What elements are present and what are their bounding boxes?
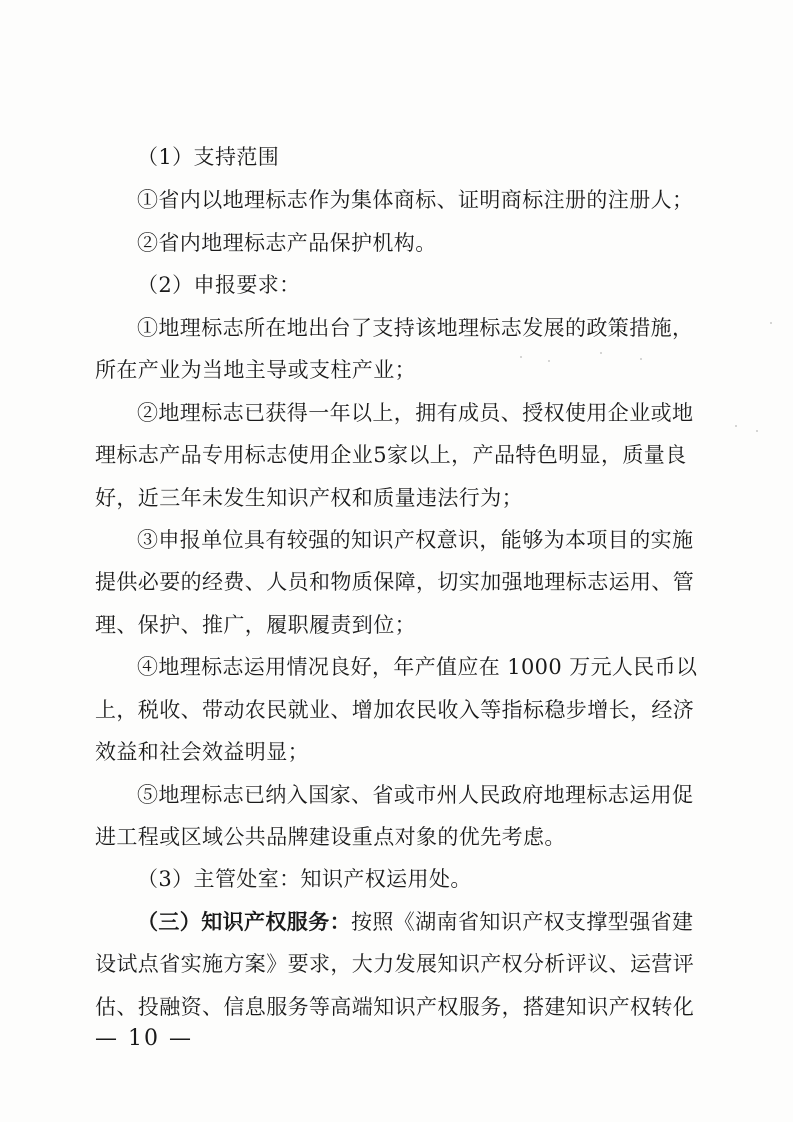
paragraph-line: ③申报单位具有较强的知识产权意识，能够为本项目的实施: [137, 528, 694, 552]
application-requirements-heading: （2）申报要求：: [137, 273, 301, 297]
scan-speck: [600, 352, 602, 354]
paragraph-line: 提供必要的经费、人员和物质保障，切实加强地理标志运用、管: [95, 570, 695, 594]
paragraph-line: ④地理标志运用情况良好，年产值应在 1000 万元人民币以: [137, 655, 698, 679]
page-number: — 10 —: [95, 1026, 193, 1051]
paragraph-line: ①省内以地理标志作为集体商标、证明商标注册的注册人；: [137, 188, 694, 212]
paragraph-text: ①地理标志所在地出台了支持该地理标志发展的政策措施，: [137, 316, 694, 340]
paragraph-line: 上，税收、带动农民就业、增加农民收入等指标稳步增长，经济: [95, 698, 695, 722]
paragraph-line: 设试点省实施方案》要求，大力发展知识产权分析评议、运营评: [95, 952, 695, 976]
section-three-text: 按照《湖南省知识产权支撑型强省建: [351, 910, 694, 934]
paragraph-line: 理标志产品专用标志使用企业5家以上，产品特色明显，质量良: [95, 443, 687, 467]
scan-speck: [548, 360, 550, 362]
paragraph-line: 所在产业为当地主导或支柱产业；: [95, 358, 416, 382]
paragraph-line: ②地理标志已获得一年以上，拥有成员、授权使用企业或地: [137, 401, 694, 425]
paragraph-line: 好，近三年未发生知识产权和质量违法行为；: [95, 486, 523, 510]
paragraph-line: 进工程或区域公共品牌建设重点对象的优先考虑。: [95, 825, 566, 849]
scan-speck: [770, 322, 772, 324]
paragraph-line: [95, 313, 695, 343]
section-three-heading: （三）知识产权服务：: [137, 909, 351, 934]
paragraph-line: 效益和社会效益明显；: [95, 740, 309, 764]
scan-speck: [520, 356, 522, 358]
paragraph-line: ②省内地理标志产品保护机构。: [137, 231, 437, 255]
paragraph-line: ⑤地理标志已纳入国家、省或市州人民政府地理标志运用促: [137, 783, 694, 807]
competent-office-line: （3）主管处室：知识产权运用处。: [137, 867, 472, 891]
scan-speck: [640, 358, 642, 360]
scan-speck: [756, 430, 758, 432]
paragraph-line: 估、投融资、信息服务等高端知识产权服务，搭建知识产权转化: [95, 995, 695, 1019]
section-three-line: [137, 907, 693, 937]
support-scope-heading: （1）支持范围: [137, 145, 280, 169]
scan-speck: [735, 425, 737, 427]
paragraph-line: 理、保护、推广，履职履责到位；: [95, 613, 416, 637]
